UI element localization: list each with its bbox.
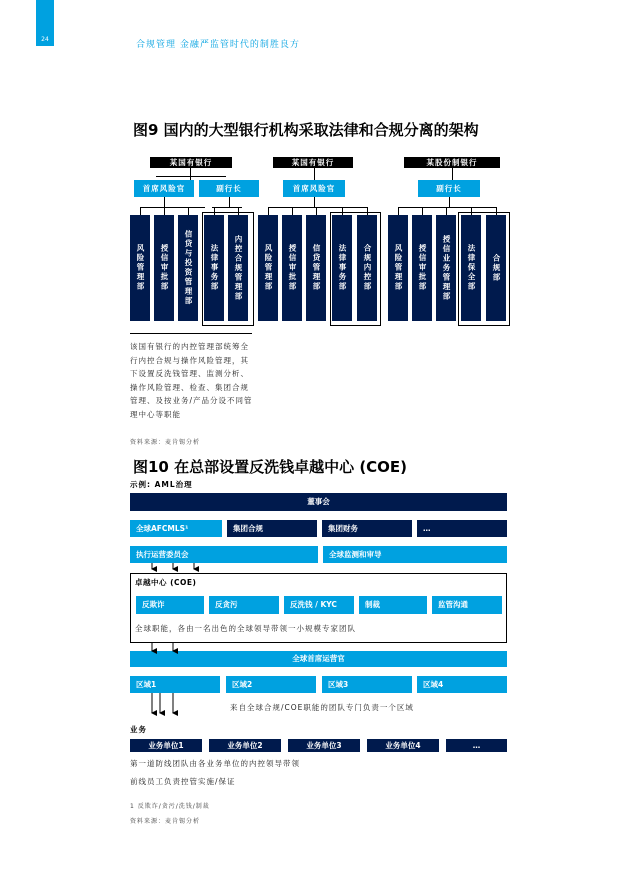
business-label: 业务 [130, 725, 147, 734]
page-number: 24 [36, 0, 54, 46]
business-unit-2: 业务单位2 [209, 739, 281, 752]
coe-item-sanctions: 制裁 [359, 596, 427, 614]
coe-description: 全球职能，各由一名出色的全球领导带领一小规模专家团队 [135, 624, 356, 633]
figure9-source: 资料来源：麦肯锡分析 [130, 439, 201, 446]
dept-column: 授信审批部 [412, 215, 432, 321]
dept-column: 风险管理部 [258, 215, 278, 321]
figure10-source: 资料来源：麦肯锡分析 [130, 818, 201, 825]
board-box: 董事会 [130, 493, 507, 511]
dept-column: 信贷与投资管理部 [178, 215, 198, 321]
dept-column: 授信业务管理部 [436, 215, 456, 321]
dept-column: 风险管理部 [130, 215, 150, 321]
group-finance-box: 集团财务 [322, 520, 412, 537]
bank2-role-cro: 首席风险官 [283, 180, 345, 197]
region-note: 来自全球合规/COE职能的团队专门负责一个区域 [230, 703, 414, 712]
bank3-name: 某股份制银行 [404, 157, 500, 168]
exec-committee-box: 执行运营委员会 [130, 546, 318, 563]
business-unit-4: 业务单位4 [367, 739, 439, 752]
bank1-role-cro: 首席风险官 [134, 180, 194, 197]
business-unit-3: 业务单位3 [288, 739, 360, 752]
coe-item-regulatory-comms: 监管沟通 [432, 596, 502, 614]
row2-more-box: … [417, 520, 507, 537]
coe-title: 卓越中心 (COE) [135, 578, 197, 587]
figure9-title: 图9 国内的大型银行机构采取法律和合规分离的架构 [133, 121, 479, 139]
figure10-example-label: 示例: AML治理 [130, 480, 193, 489]
global-monitor-box: 全球监测和审导 [323, 546, 507, 563]
coe-item-anti-corruption: 反贪污 [209, 596, 279, 614]
dept-column: 内控合规管理部 [228, 215, 248, 321]
bank2-name: 某国有银行 [273, 157, 353, 168]
dept-column: 合规部 [486, 215, 506, 321]
business-unit-more: … [446, 739, 507, 752]
figure9-note: 该国有银行的内控管理部统筹全行内控合规与操作风险管理，其下设置反洗钱管理、监测分析、操作风险管理、检查、集团合规管理、及按业务/产品分设不同管理中心等职能 [130, 342, 253, 419]
global-afcmls-box: 全球AFCMLS¹ [130, 520, 222, 537]
global-coo-box: 全球首席运营官 [130, 651, 507, 667]
first-line-note: 第一道防线团队由各业务单位的内控领导带领 [130, 759, 300, 768]
bank1-role-vp: 副行长 [199, 180, 259, 197]
dept-column: 授信审批部 [154, 215, 174, 321]
region-1: 区域1 [130, 676, 220, 693]
dept-column: 信贷管理部 [306, 215, 326, 321]
footnote: 1 反欺诈/贪污/洗钱/制裁 [130, 803, 210, 810]
dept-column: 风险管理部 [388, 215, 408, 321]
running-header: 合规管理 金融严监管时代的制胜良方 [136, 40, 300, 50]
dept-column: 合规内控部 [357, 215, 377, 321]
business-unit-1: 业务单位1 [130, 739, 202, 752]
coe-item-aml-kyc: 反洗钱 / KYC [284, 596, 354, 614]
region-4: 区域4 [417, 676, 507, 693]
group-compliance-box: 集团合规 [227, 520, 317, 537]
dept-column: 法律事务部 [204, 215, 224, 321]
region-2: 区域2 [226, 676, 316, 693]
coe-item-anti-fraud: 反欺诈 [136, 596, 204, 614]
dept-column: 授信审批部 [282, 215, 302, 321]
bank3-role-vp: 副行长 [418, 180, 480, 197]
dept-column: 法律事务部 [332, 215, 352, 321]
front-line-note: 前线员工负责控管实施/保证 [130, 777, 236, 786]
dept-column: 法律保全部 [461, 215, 481, 321]
bank1-name: 某国有银行 [150, 157, 232, 168]
note-rule [130, 333, 252, 334]
figure10-title: 图10 在总部设置反洗钱卓越中心 (COE) [133, 458, 408, 476]
downward-arrows [130, 643, 190, 733]
region-3: 区域3 [322, 676, 412, 693]
